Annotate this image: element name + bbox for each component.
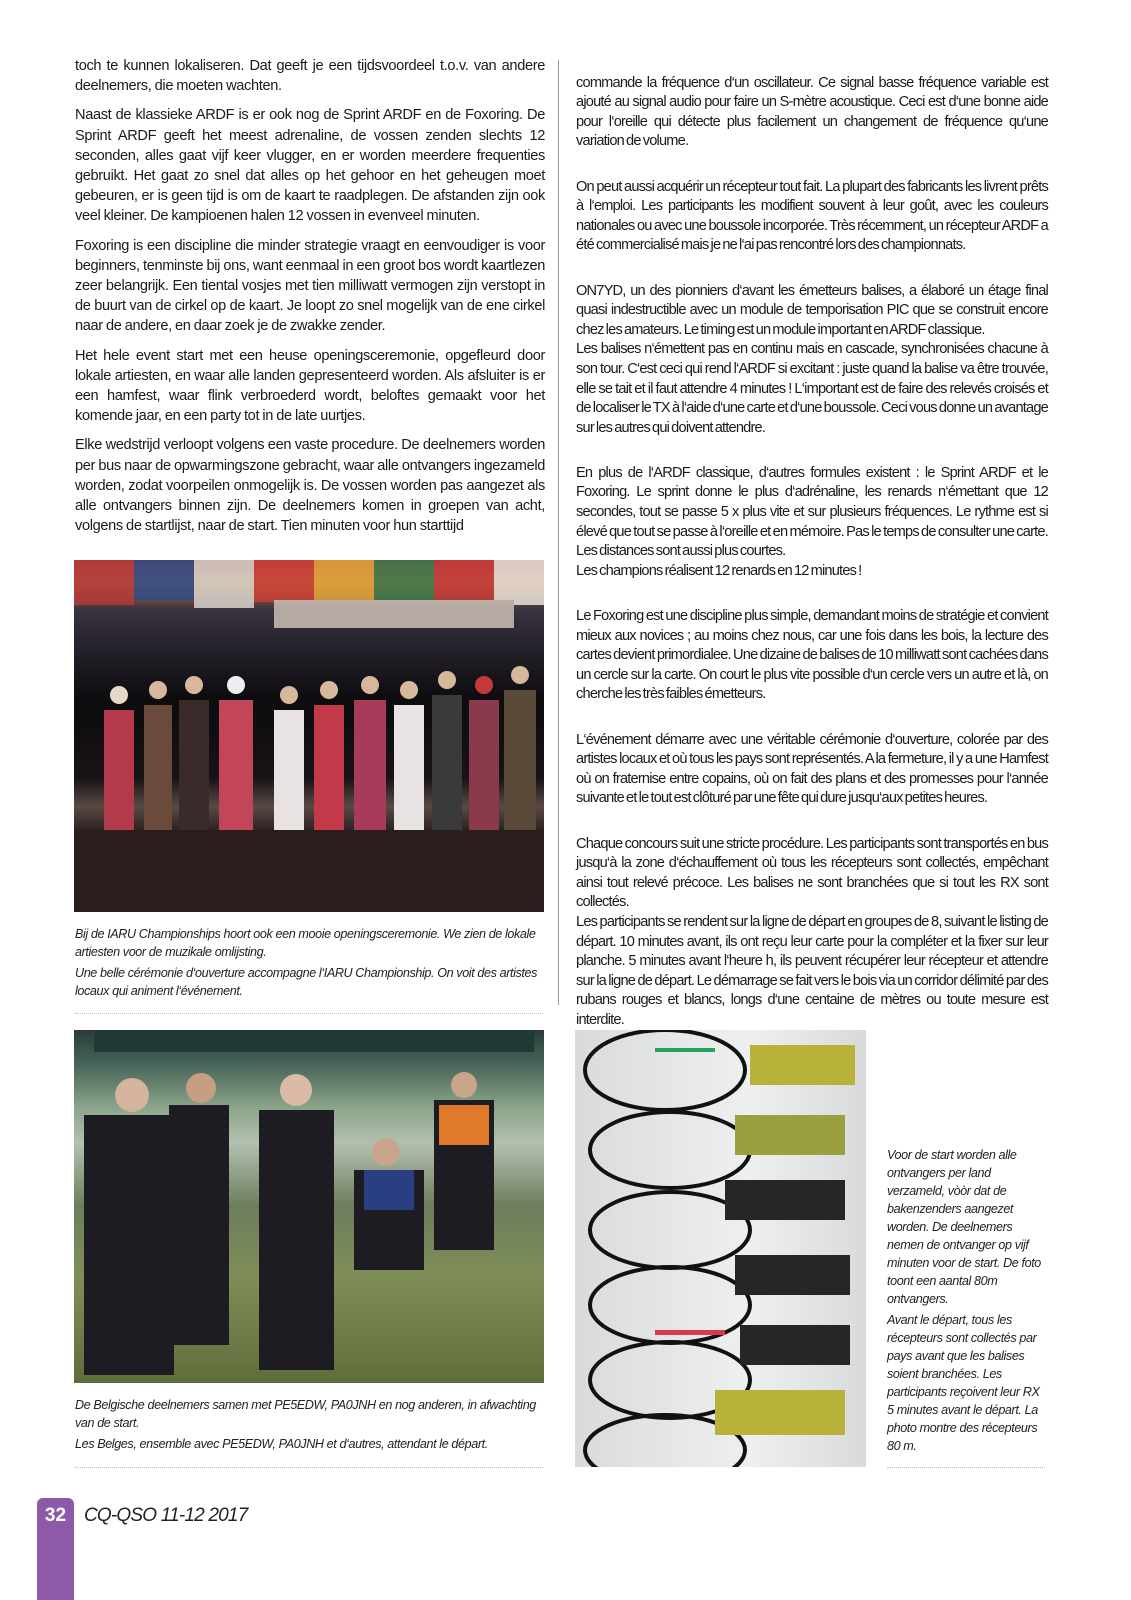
magazine-issue: CQ-QSO 11-12 2017 <box>84 1505 248 1526</box>
caption-nl: Bij de IARU Championships hoort ook een mooie openingsceremonie. We zien de lokale artiesten voor de muzikale omlijsting. <box>75 927 536 959</box>
paragraph: ON7YD, un des pionniers d‘avant les émetteurs balises, a élaboré un étage final quasi indestructible avec un module de temporisation PIC que se construit encore chez les amateurs. Le timing est un module important en ARDF classique. Les balises n‘émettent pas en continu mais en cascade, synchronisées chacune à son tour. C‘est ceci qui rend l‘ARDF si excitant : juste quand la balise va être trouvée, elle se tait et il faut attendre 4 minutes ! L‘important est de faire des relevés croisés et de localiser le TX à l‘aide d‘une carte et d‘une boussole. Ceci vous donne un avantage sur les autres qui doivent attendre. <box>576 282 1048 436</box>
paragraph: Le Foxoring est une discipline plus simple, demandant moins de stratégie et convient mieux aux novices ; au moins chez nous, car une fois dans les bois, la lecture des cartes devient primordialee. Une dizaine de balises de 10 milliwatt sont cachées dans un cercle sur la carte. On court le plus vite possible d‘un cercle vers un autre et là, on cherche les très faibles émetteurs. <box>576 608 1048 703</box>
paragraph: Naast de klassieke ARDF is er ook nog de Sprint ARDF en de Foxoring. De Sprint ARDF geeft het meest adrenaline, de vossen zenden slechts 12 seconden, alles gaat vijf keer vlugger, en er worden meerdere frequenties gebruikt. Het gaat zo snel dat alles op het gehoor en het geheugen moet gebeuren, er is geen tijd is om de kaart te raadplegen. De afstanden zijn ook veel kleiner. De kampioenen halen 12 vossen in evenveel minuten. <box>75 107 545 225</box>
paragraph: L‘événement démarre avec une véritable cérémonie d‘ouverture, colorée par des artistes locaux et où tous les pays sont représentés. A la fermeture, il y a une Hamfest où on fraternise entre copains, où on fait des plans et des promesses pour l‘année suivante et le tout est clôturé par une fête qui dure jusqu‘aux petites heures. <box>576 731 1048 807</box>
caption-divider <box>75 1467 543 1468</box>
caption-belgian-participants <box>75 1396 545 1456</box>
participants-illustration <box>74 1030 544 1383</box>
caption-divider <box>887 1467 1045 1468</box>
column-divider <box>558 60 559 1005</box>
page-number: 32 <box>44 1505 67 1526</box>
caption-opening-ceremony <box>75 925 545 1003</box>
caption-fr: Les Belges, ensemble avec PE5EDW, PA0JNH et d‘autres, attendant le départ. <box>75 1437 488 1451</box>
paragraph: Het hele event start met een heuse openingsceremonie, opgefleurd door lokale artiesten, en waar alle landen gepresenteerd worden. Als afsluiter is er een hamfest, waar flink verbroederd wordt, beloftes gemaakt voor het komende jaar, en een party tot in de late uurtjes. <box>75 347 545 425</box>
paragraph: toch te kunnen lokaliseren. Dat geeft je een tijdsvoordeel t.o.v. van andere deelnemers, die moeten wachten. <box>75 58 545 95</box>
paragraph: On peut aussi acquérir un récepteur tout fait. La plupart des fabricants les livrent prêts à l‘emploi. Les participants les modifient souvent à leur goût, avec les couleurs nationales ou avec une boussole incorporée. Très récemment, un récepteur ARDF a été commercialisé mais je ne l‘ai pas rencontré lors des championnats. <box>576 178 1048 254</box>
caption-nl: Voor de start worden alle ontvangers per land verzameld, vòòr dat de bakenzenders aangezet worden. De deelnemers nemen de ontvanger op vijf minuten voor de start. De foto toont een aantal 80m ontvangers. <box>887 1148 1041 1306</box>
paragraph: En plus de l‘ARDF classique, d‘autres formules existent : le Sprint ARDF et le Foxoring. Le sprint donne le plus d‘adrénaline, les renards n‘émettant que 12 secondes, tout se passe 5 x plus vite et sur plusieurs fréquences. Le rythme est si élevé que tout se passe à l‘oreille et en mémoire. Pas le temps de consulter une carte. Les distances sont aussi plus courtes. Les champions réalisent 12 renards en 12 minutes ! <box>576 464 1048 579</box>
paragraph: Chaque concours suit une stricte procédure. Les participants sont transportés en bus jusqu‘à la zone d‘échauffement où tous les récepteurs sont collectés, empêchant ainsi tout relevé précoce. Les balises ne sont branchées que si tout les RX sont collectés. Les participants se rendent sur la ligne de départ en groupes de 8, suivant le listing de départ. 10 minutes avant, ils ont reçu leur carte pour la compléter et la fixer sur leur planche. 5 minutes avant l‘heure h, ils peuvent récupérer leur récepteur et attendre sur la ligne de départ. Le démarrage se fait vers le bois via un corridor délimité par des rubans rouges et blancs, longs d‘une centaine de mètres ou toute mesure est interdite. <box>576 835 1048 1028</box>
caption-fr: Avant le départ, tous les récepteurs sont collectés par pays avant que les balises soient branchées. Les participants reçoivent leur RX 5 minutes avant le départ. La photo montre des récepteurs 80 m. <box>887 1313 1040 1453</box>
ceremony-illustration <box>74 560 544 912</box>
photo-opening-ceremony <box>74 560 544 912</box>
paragraph: Elke wedstrijd verloopt volgens een vaste procedure. De deelnemers worden per bus naar de opwarmingszone gebracht, waar alle ontvangers ingezameld worden, zodat voorpeilen onmogelijk is. De vossen worden pas aangezet als alle ontvangers binnen zijn. De deelnemers komen in groepen van acht, volgens de startlijst, naar de start. Tien minuten voor hun starttijd <box>75 437 545 535</box>
photo-80m-receivers <box>575 1030 866 1467</box>
caption-nl: De Belgische deelnemers samen met PE5EDW, PA0JNH en nog anderen, in afwachting van de start. <box>75 1398 536 1430</box>
receivers-illustration <box>575 1030 866 1467</box>
caption-receivers <box>887 1146 1049 1458</box>
right-text-column <box>576 54 1048 1056</box>
paragraph: Foxoring is een discipline die minder strategie vraagt en eenvoudiger is voor beginners, tenminste bij ons, want eenmaal in een groot bos wordt kaartlezen zeer belangrijk. Een tiental vosjes met tien milliwatt vermogen zijn verstopt in de buurt van de cirkel op de kaart. Je loopt zo snel mogelijk van de ene cirkel naar de andere, en daar zoek je de zwakke zender. <box>75 237 545 335</box>
left-text-column <box>75 56 545 545</box>
photo-belgian-participants <box>74 1030 544 1383</box>
caption-divider <box>75 1013 543 1014</box>
paragraph: commande la fréquence d‘un oscillateur. Ce signal basse fréquence variable est ajouté au signal audio pour faire un S-mètre acoustique. Ceci est d‘une bonne aide pour l‘oreille qui détecte plus facilement un changement de fréquence qu‘une variation de volume. <box>576 74 1048 150</box>
caption-fr: Une belle cérémonie d‘ouverture accompagne l‘IARU Championship. On voit des artistes locaux qui animent l‘événement. <box>75 966 538 998</box>
